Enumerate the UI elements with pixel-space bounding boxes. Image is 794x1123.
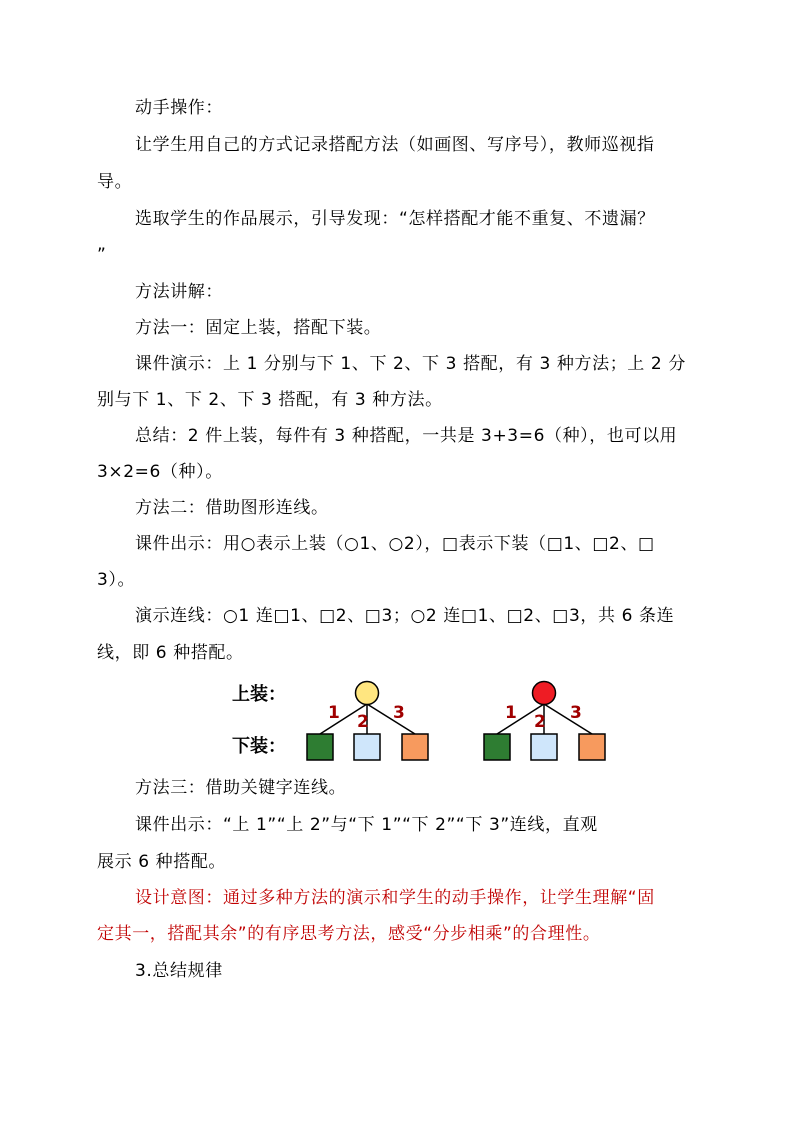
- text-line: ”: [97, 245, 107, 265]
- design-intent-line: 设计意图：通过多种方法的演示和学生的动手操作，让学生理解“固: [135, 888, 655, 908]
- diagram-group-2: [484, 682, 605, 761]
- section-heading: 方法讲解：: [135, 282, 223, 302]
- bottom-square-green: [307, 734, 333, 760]
- text-line: 方法二：借助图形连线。: [135, 498, 329, 518]
- bottom-square-blue: [531, 734, 557, 760]
- text-line: 3×2=6（种）。: [97, 462, 223, 482]
- edge-label: 2: [357, 712, 369, 732]
- top-label: 上装：: [232, 684, 286, 705]
- text-line: 别与下 1、下 2、下 3 搭配，有 3 种方法。: [97, 390, 443, 410]
- edge-label: 1: [505, 703, 517, 723]
- text-line: 3）。: [97, 570, 136, 590]
- bottom-label: 下装：: [232, 736, 286, 757]
- text-line: 线，即 6 种搭配。: [97, 643, 244, 663]
- bottom-square-blue: [354, 734, 380, 760]
- edge-label: 1: [328, 703, 340, 723]
- text-line: 选取学生的作品展示，引导发现：“怎样搭配才能不重复、不遗漏？: [135, 209, 655, 229]
- text-line: 课件出示：“上 1”“上 2”与“下 1”“下 2”“下 3”连线，直观: [135, 815, 598, 835]
- connector-line: [367, 704, 415, 734]
- text-line: 课件出示：用○表示上装（○1、○2），□表示下装（□1、□2、□: [135, 534, 655, 554]
- design-intent-line: 定其一，搭配其余”的有序思考方法，感受“分步相乘”的合理性。: [97, 924, 601, 944]
- bottom-square-orange: [579, 734, 605, 760]
- text-line: 总结：2 件上装，每件有 3 种搭配，一共是 3+3=6（种），也可以用: [135, 426, 678, 446]
- top-circle-red: [533, 682, 556, 705]
- text-line: 课件演示：上 1 分别与下 1、下 2、下 3 搭配，有 3 种方法；上 2 分: [135, 354, 686, 374]
- text-line: 方法一：固定上装，搭配下装。: [135, 318, 382, 338]
- text-line: 演示连线：○1 连□1、□2、□3；○2 连□1、□2、□3，共 6 条连: [135, 606, 675, 626]
- edge-label: 3: [393, 703, 405, 723]
- bottom-square-green: [484, 734, 510, 760]
- pairing-diagram: [226, 672, 626, 772]
- text-line: 方法三：借助关键字连线。: [135, 778, 347, 798]
- edge-label: 3: [570, 703, 582, 723]
- diagram-group-1: [307, 682, 428, 761]
- top-circle-yellow: [356, 682, 379, 705]
- edge-label: 2: [534, 712, 546, 732]
- section-heading: 3.总结规律: [135, 961, 223, 981]
- connector-line: [544, 704, 592, 734]
- text-line: 让学生用自己的方式记录搭配方法（如画图、写序号），教师巡视指: [135, 135, 655, 155]
- text-line: 动手操作：: [135, 98, 223, 118]
- text-line: 展示 6 种搭配。: [97, 852, 227, 872]
- text-line: 导。: [97, 172, 133, 192]
- bottom-square-orange: [402, 734, 428, 760]
